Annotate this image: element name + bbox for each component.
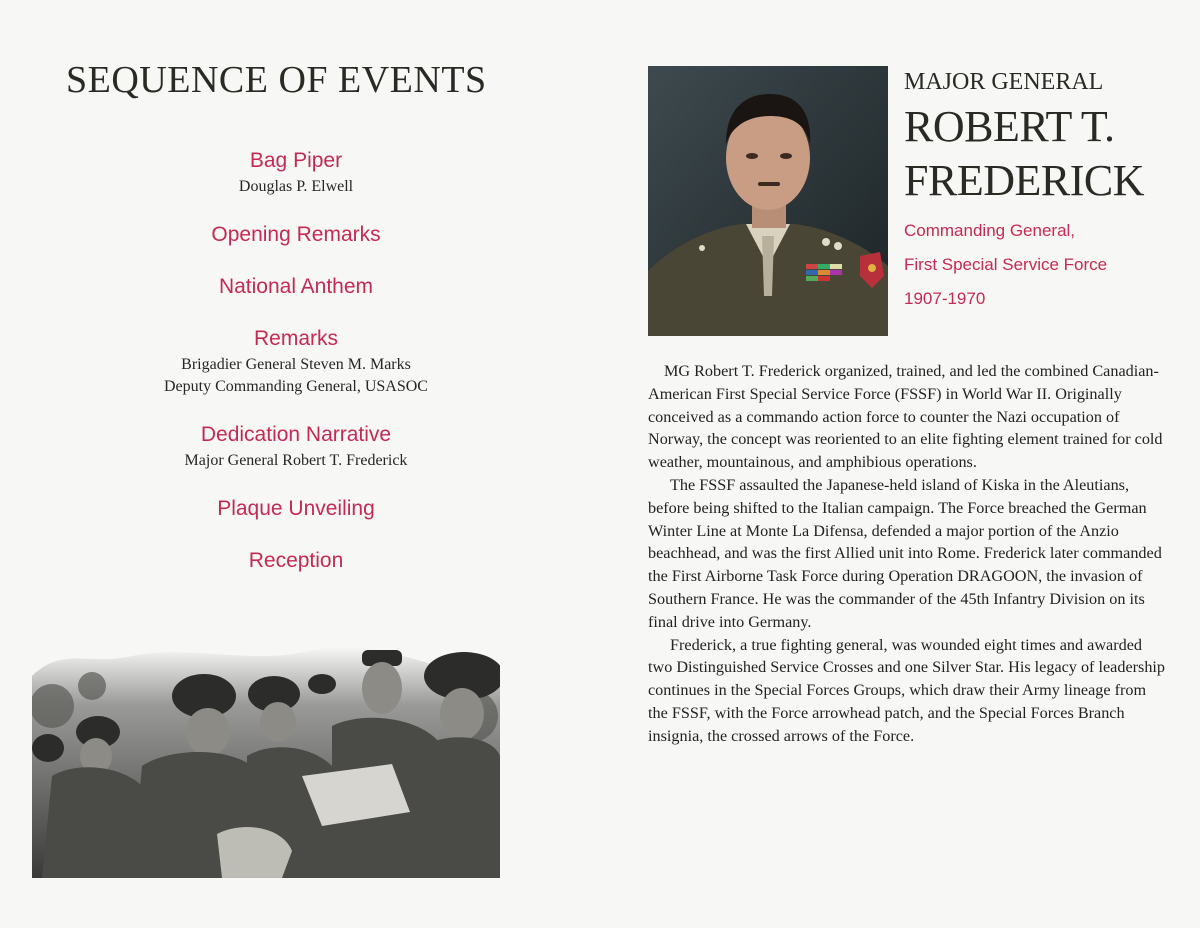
event-name: Plaque Unveiling: [217, 497, 375, 520]
event-item: [96, 324, 496, 398]
name-block: [904, 64, 1194, 316]
event-detail: Deputy Commanding General, USASOC: [164, 378, 428, 395]
biography-panel: [600, 0, 1200, 928]
event-name: Reception: [248, 549, 344, 572]
general-portrait: [648, 66, 888, 336]
role-block: [904, 214, 1194, 316]
bio-paragraph: The FSSF assaulted the Japanese-held island of Kiska in the Aleutians, before being shifted to the Italian campaign. The Force breached the German Winter Line at Monte La Difensa, defended a major portion of the Anzio beachhead, and was the first Allied unit into Rome. Frederick later commanded the First Airborne Task Force during Operation DRAGOON, the invasion of Southern France. He was the commander of the 45th Infantry Division on its final drive into Germany.: [648, 475, 1162, 631]
troops-photo: [32, 636, 500, 878]
general-first-name: ROBERT T.: [904, 102, 1115, 151]
biography-text: [648, 360, 1168, 748]
event-name: Dedication Narrative: [200, 423, 392, 446]
event-item: [96, 420, 496, 472]
event-detail: Brigadier General Steven M. Marks: [181, 356, 411, 373]
event-item: [96, 546, 496, 576]
bio-paragraph: Frederick, a true fighting general, was wounded eight times and awarded two Distinguished Service Crosses and one Silver Star. His legacy of leadership continues in the Special Forces Groups, which draw their Army lineage from the FSSF, with the Force arrowhead patch, and the Special Forces Branch insignia, the crossed arrows of the Force.: [648, 635, 1166, 745]
event-name: Bag Piper: [249, 149, 343, 172]
life-years: 1907-1970: [904, 289, 986, 308]
event-detail: Douglas P. Elwell: [238, 178, 354, 195]
event-name: Opening Remarks: [211, 223, 381, 246]
events-list: [96, 146, 496, 598]
event-item: [96, 494, 496, 524]
event-detail: Major General Robert T. Frederick: [184, 452, 408, 469]
general-last-name: FREDERICK: [904, 156, 1144, 205]
sequence-title: SEQUENCE OF EVENTS: [66, 59, 487, 101]
event-item: [96, 146, 496, 198]
event-name: Remarks: [253, 327, 338, 350]
bio-paragraph: MG Robert T. Frederick organized, trained, and led the combined Canadian-American First Special Service Force (FSSF) in World War II. Originally conceived as a commando action force to counter the Nazi occupation of Norway, the concept was reoriented to an elite fighting element trained for cold weather, mountainous, and amphibious operations.: [648, 362, 1163, 472]
event-item: [96, 220, 496, 250]
role-unit: First Special Service Force: [904, 255, 1108, 274]
general-rank: MAJOR GENERAL: [904, 69, 1104, 95]
role-title: Commanding General,: [904, 221, 1076, 240]
event-item: [96, 272, 496, 302]
event-name: National Anthem: [218, 275, 374, 298]
